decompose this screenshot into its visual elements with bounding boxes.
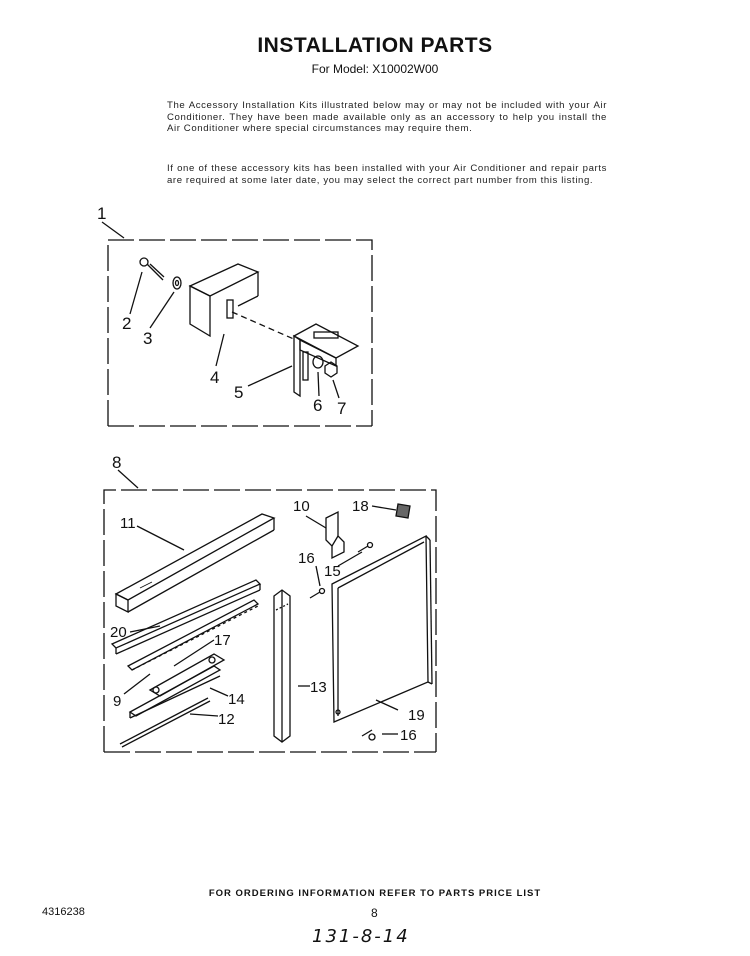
bracket-part-4: [190, 264, 258, 336]
callout-2: 2: [122, 314, 132, 333]
kit2-frame: [104, 490, 436, 752]
callout-13: 13: [310, 679, 327, 696]
support-part-5: [294, 324, 358, 396]
screw-part-16-lower: [362, 730, 375, 740]
callout-9: 9: [113, 693, 122, 710]
repair-paragraph: If one of these accessory kits has been installed with your Air Conditioner and repair parts are required at some later date, you may select the correct part number from this listing.: [167, 163, 607, 186]
clip-part-10: [326, 512, 344, 558]
callout-11: 11: [120, 515, 136, 532]
document-part-number: 4316238: [42, 906, 85, 918]
strip-part-17: [128, 600, 258, 670]
foam-bar-part-11: [116, 514, 274, 612]
callout-10: 10: [293, 498, 310, 515]
callout-16: 16: [298, 550, 315, 567]
callout-5: 5: [234, 383, 244, 402]
callout-4: 4: [210, 368, 220, 387]
kit2-number: 8: [112, 453, 122, 472]
screw-part-2: [140, 258, 164, 280]
callout-6: 6: [313, 396, 323, 415]
callout-20: 20: [110, 624, 127, 641]
screw-part-15: [358, 543, 373, 553]
callout-14: 14: [228, 691, 245, 708]
callout-16-lower: 16: [400, 727, 417, 744]
pad-part-18: [396, 504, 410, 518]
ordering-note: FOR ORDERING INFORMATION REFER TO PARTS PRICE LIST: [208, 888, 542, 899]
page-title: INSTALLATION PARTS: [257, 34, 493, 57]
panel-part-19: [332, 536, 432, 722]
model-subtitle: For Model: X10002W00: [311, 62, 439, 76]
kit2-leader: [118, 470, 138, 488]
rod-part-12: [120, 698, 210, 747]
washer-part-3: [173, 277, 181, 289]
kit1-number: 1: [97, 204, 107, 223]
screw-part-16: [310, 589, 325, 599]
callout-12: 12: [218, 711, 235, 728]
callout-3: 3: [143, 329, 153, 348]
callout-7: 7: [337, 399, 347, 418]
alignment-line: [232, 312, 296, 340]
intro-paragraph: The Accessory Installation Kits illustrated below may or may not be included with your Air Conditioner. They have been made available only as an accessory to help you install the Air Conditioner where special circumstances may require them.: [167, 100, 607, 135]
kit1-leader: [102, 222, 124, 238]
post-part-13: [274, 590, 290, 742]
callout-19: 19: [408, 707, 425, 724]
callout-18: 18: [352, 498, 369, 515]
page-number: 8: [371, 906, 378, 920]
callout-15: 15: [324, 563, 341, 580]
callout-17: 17: [214, 632, 231, 649]
handwritten-note: 131-8-14: [312, 926, 410, 947]
